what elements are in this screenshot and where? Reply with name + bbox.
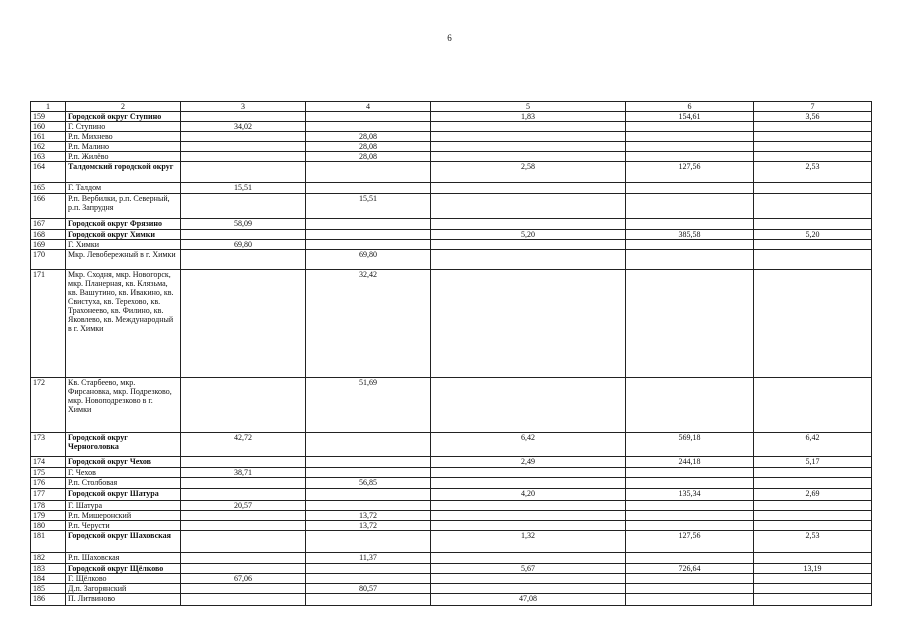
col4-value-cell: 13,72 (306, 511, 431, 521)
col7-value-cell (754, 240, 872, 250)
col3-value-cell (181, 162, 306, 183)
row-number-cell: 162 (31, 142, 66, 152)
table-row (31, 501, 872, 511)
col3-value-cell: 34,02 (181, 122, 306, 132)
col6-value-cell (626, 240, 754, 250)
table-row (31, 584, 872, 594)
row-number-cell: 179 (31, 511, 66, 521)
settlement-name-cell: Городской округ Чехов (66, 457, 181, 468)
col7-value-cell (754, 468, 872, 478)
row-number-cell: 170 (31, 250, 66, 270)
col7-value-cell: 2,53 (754, 531, 872, 553)
col7-value-cell: 3,56 (754, 112, 872, 122)
table-row (31, 531, 872, 553)
col4-value-cell: 80,57 (306, 584, 431, 594)
table-row (31, 152, 872, 162)
col4-value-cell (306, 457, 431, 468)
col5-value-cell (431, 574, 626, 584)
col4-value-cell: 11,37 (306, 553, 431, 564)
col3-value-cell: 38,71 (181, 468, 306, 478)
settlement-name-cell: Городской округ Черноголовка (66, 433, 181, 457)
col7-value-cell (754, 132, 872, 142)
row-number-cell: 177 (31, 489, 66, 501)
col7-value-cell (754, 219, 872, 230)
col7-value-cell (754, 194, 872, 219)
col6-value-cell: 244,18 (626, 457, 754, 468)
col4-value-cell (306, 468, 431, 478)
col3-value-cell: 67,06 (181, 574, 306, 584)
settlement-name-cell: Р.п. Черусти (66, 521, 181, 531)
col4-value-cell: 28,08 (306, 152, 431, 162)
row-number-cell: 186 (31, 594, 66, 606)
col7-value-cell (754, 270, 872, 378)
col4-value-cell (306, 112, 431, 122)
col3-value-cell (181, 378, 306, 433)
col7-value-cell (754, 152, 872, 162)
col3-value-cell (181, 478, 306, 489)
col6-value-cell: 135,34 (626, 489, 754, 501)
col5-value-cell: 1,83 (431, 112, 626, 122)
col6-value-cell: 385,58 (626, 230, 754, 240)
col4-value-cell (306, 230, 431, 240)
col4-value-cell (306, 501, 431, 511)
col5-value-cell (431, 250, 626, 270)
col5-value-cell (431, 501, 626, 511)
col5-value-cell (431, 521, 626, 531)
settlement-name-cell: Мкр. Сходня, мкр. Новогорск, мкр. Планерная, кв. Клязьма, кв. Вашутино, кв. Ивакино, кв. Свистуха, кв. Терехово, кв. Трахонеево, кв. Филино, кв. Яковлево, кв. Международный в г. Химки (66, 270, 181, 378)
col7-value-cell (754, 553, 872, 564)
table-row (31, 553, 872, 564)
column-header: 2 (66, 102, 181, 112)
col5-value-cell (431, 511, 626, 521)
col3-value-cell (181, 553, 306, 564)
table-row (31, 378, 872, 433)
column-header: 1 (31, 102, 66, 112)
col4-value-cell (306, 564, 431, 574)
col5-value-cell: 5,67 (431, 564, 626, 574)
col7-value-cell (754, 521, 872, 531)
page-number: 6 (447, 33, 452, 43)
table-row (31, 521, 872, 531)
settlement-name-cell: Мкр. Левобережный в г. Химки (66, 250, 181, 270)
col4-value-cell: 51,69 (306, 378, 431, 433)
col7-value-cell (754, 574, 872, 584)
row-number-cell: 174 (31, 457, 66, 468)
col6-value-cell (626, 132, 754, 142)
col6-value-cell (626, 511, 754, 521)
col5-value-cell: 4,20 (431, 489, 626, 501)
settlement-name-cell: Городской округ Ступино (66, 112, 181, 122)
table-row (31, 489, 872, 501)
col6-value-cell (626, 521, 754, 531)
row-number-cell: 183 (31, 564, 66, 574)
col5-value-cell: 5,20 (431, 230, 626, 240)
col3-value-cell (181, 132, 306, 142)
col3-value-cell (181, 521, 306, 531)
col3-value-cell: 69,80 (181, 240, 306, 250)
table-row (31, 478, 872, 489)
col3-value-cell: 20,57 (181, 501, 306, 511)
settlement-name-cell: Д.п. Загорянский (66, 584, 181, 594)
col5-value-cell (431, 219, 626, 230)
column-header: 7 (754, 102, 872, 112)
col4-value-cell (306, 122, 431, 132)
settlement-name-cell: Городской округ Фрязино (66, 219, 181, 230)
col6-value-cell (626, 122, 754, 132)
col5-value-cell (431, 194, 626, 219)
row-number-cell: 160 (31, 122, 66, 132)
row-number-cell: 167 (31, 219, 66, 230)
col3-value-cell (181, 152, 306, 162)
col5-value-cell (431, 553, 626, 564)
col5-value-cell: 1,32 (431, 531, 626, 553)
settlement-name-cell: Р.п. Шаховская (66, 553, 181, 564)
column-header: 5 (431, 102, 626, 112)
row-number-cell: 185 (31, 584, 66, 594)
row-number-cell: 176 (31, 478, 66, 489)
col4-value-cell (306, 183, 431, 194)
row-number-cell: 161 (31, 132, 66, 142)
table-row (31, 112, 872, 122)
row-number-cell: 159 (31, 112, 66, 122)
col4-value-cell: 32,42 (306, 270, 431, 378)
row-number-cell: 171 (31, 270, 66, 378)
col7-value-cell (754, 183, 872, 194)
col6-value-cell (626, 250, 754, 270)
row-number-cell: 178 (31, 501, 66, 511)
col7-value-cell: 5,17 (754, 457, 872, 468)
settlement-name-cell: Р.п. Вербилки, р.п. Северный, р.п. Запрудня (66, 194, 181, 219)
table-row (31, 564, 872, 574)
col5-value-cell (431, 183, 626, 194)
col3-value-cell: 15,51 (181, 183, 306, 194)
table-row (31, 270, 872, 378)
table-row (31, 142, 872, 152)
col5-value-cell (431, 468, 626, 478)
data-table (30, 101, 872, 606)
col6-value-cell: 726,64 (626, 564, 754, 574)
col7-value-cell (754, 594, 872, 606)
col6-value-cell: 569,18 (626, 433, 754, 457)
settlement-name-cell: Городской округ Щёлково (66, 564, 181, 574)
col6-value-cell: 154,61 (626, 112, 754, 122)
row-number-cell: 172 (31, 378, 66, 433)
table-row (31, 433, 872, 457)
col6-value-cell: 127,56 (626, 531, 754, 553)
table-row (31, 183, 872, 194)
col7-value-cell (754, 501, 872, 511)
row-number-cell: 184 (31, 574, 66, 584)
settlement-name-cell: Талдомский городской округ (66, 162, 181, 183)
settlement-name-cell: Р.п. Михнево (66, 132, 181, 142)
column-header: 6 (626, 102, 754, 112)
col6-value-cell (626, 219, 754, 230)
settlement-name-cell: Г. Щёлково (66, 574, 181, 584)
col6-value-cell: 127,56 (626, 162, 754, 183)
col3-value-cell (181, 112, 306, 122)
col6-value-cell (626, 152, 754, 162)
col4-value-cell (306, 162, 431, 183)
col5-value-cell: 2,49 (431, 457, 626, 468)
col4-value-cell: 28,08 (306, 142, 431, 152)
row-number-cell: 182 (31, 553, 66, 564)
col4-value-cell: 15,51 (306, 194, 431, 219)
settlement-name-cell: Городской округ Химки (66, 230, 181, 240)
table-row (31, 594, 872, 606)
table-row (31, 468, 872, 478)
col4-value-cell (306, 240, 431, 250)
table-row (31, 194, 872, 219)
col5-value-cell: 47,08 (431, 594, 626, 606)
col4-value-cell: 13,72 (306, 521, 431, 531)
table-row (31, 574, 872, 584)
settlement-name-cell: Р.п. Мишеронский (66, 511, 181, 521)
settlement-name-cell: Р.п. Жилёво (66, 152, 181, 162)
row-number-cell: 164 (31, 162, 66, 183)
col6-value-cell (626, 478, 754, 489)
row-number-cell: 173 (31, 433, 66, 457)
settlement-name-cell: Городской округ Шаховская (66, 531, 181, 553)
col6-value-cell (626, 183, 754, 194)
col5-value-cell (431, 142, 626, 152)
col4-value-cell: 56,85 (306, 478, 431, 489)
col6-value-cell (626, 553, 754, 564)
col6-value-cell (626, 194, 754, 219)
col3-value-cell (181, 564, 306, 574)
col5-value-cell (431, 240, 626, 250)
col5-value-cell (431, 152, 626, 162)
col5-value-cell: 2,58 (431, 162, 626, 183)
table-row (31, 457, 872, 468)
col7-value-cell: 13,19 (754, 564, 872, 574)
col6-value-cell (626, 584, 754, 594)
table-row (31, 240, 872, 250)
col3-value-cell (181, 142, 306, 152)
settlement-name-cell: Городской округ Шатура (66, 489, 181, 501)
col4-value-cell (306, 219, 431, 230)
col3-value-cell (181, 511, 306, 521)
col3-value-cell (181, 489, 306, 501)
col7-value-cell (754, 142, 872, 152)
col6-value-cell (626, 378, 754, 433)
col3-value-cell: 58,09 (181, 219, 306, 230)
settlement-name-cell: Р.п. Столбовая (66, 478, 181, 489)
table-row (31, 511, 872, 521)
col4-value-cell: 69,80 (306, 250, 431, 270)
col3-value-cell (181, 270, 306, 378)
row-number-cell: 175 (31, 468, 66, 478)
settlement-name-cell: Р.п. Малино (66, 142, 181, 152)
col3-value-cell (181, 250, 306, 270)
col3-value-cell (181, 457, 306, 468)
col3-value-cell: 42,72 (181, 433, 306, 457)
col7-value-cell (754, 378, 872, 433)
col3-value-cell (181, 584, 306, 594)
col4-value-cell (306, 574, 431, 584)
row-number-cell: 165 (31, 183, 66, 194)
table-row (31, 132, 872, 142)
col7-value-cell (754, 478, 872, 489)
col5-value-cell (431, 132, 626, 142)
table-row (31, 219, 872, 230)
row-number-cell: 181 (31, 531, 66, 553)
row-number-cell: 168 (31, 230, 66, 240)
col7-value-cell: 2,69 (754, 489, 872, 501)
row-number-cell: 169 (31, 240, 66, 250)
col4-value-cell (306, 433, 431, 457)
col5-value-cell (431, 122, 626, 132)
table-row (31, 230, 872, 240)
col7-value-cell (754, 584, 872, 594)
table-row (31, 162, 872, 183)
table-header-row (31, 102, 872, 112)
settlement-name-cell: Г. Химки (66, 240, 181, 250)
table-row (31, 122, 872, 132)
col6-value-cell (626, 142, 754, 152)
settlement-name-cell: Г. Шатура (66, 501, 181, 511)
col7-value-cell (754, 122, 872, 132)
col4-value-cell (306, 531, 431, 553)
table-row (31, 250, 872, 270)
row-number-cell: 163 (31, 152, 66, 162)
col5-value-cell (431, 478, 626, 489)
column-header: 4 (306, 102, 431, 112)
settlement-name-cell: П. Литвиново (66, 594, 181, 606)
col3-value-cell (181, 531, 306, 553)
col6-value-cell (626, 594, 754, 606)
col7-value-cell: 6,42 (754, 433, 872, 457)
col7-value-cell: 5,20 (754, 230, 872, 240)
col6-value-cell (626, 574, 754, 584)
col3-value-cell (181, 194, 306, 219)
row-number-cell: 180 (31, 521, 66, 531)
col5-value-cell: 6,42 (431, 433, 626, 457)
col3-value-cell (181, 594, 306, 606)
col5-value-cell (431, 584, 626, 594)
column-header: 3 (181, 102, 306, 112)
col6-value-cell (626, 468, 754, 478)
col5-value-cell (431, 378, 626, 433)
col5-value-cell (431, 270, 626, 378)
col4-value-cell (306, 489, 431, 501)
col3-value-cell (181, 230, 306, 240)
col7-value-cell (754, 250, 872, 270)
col4-value-cell (306, 594, 431, 606)
row-number-cell: 166 (31, 194, 66, 219)
settlement-name-cell: Г. Чехов (66, 468, 181, 478)
settlement-name-cell: Г. Талдом (66, 183, 181, 194)
col6-value-cell (626, 501, 754, 511)
col4-value-cell: 28,08 (306, 132, 431, 142)
col7-value-cell: 2,53 (754, 162, 872, 183)
settlement-name-cell: Г. Ступино (66, 122, 181, 132)
settlement-name-cell: Кв. Старбеево, мкр. Фирсановка, мкр. Подрезково, мкр. Новоподрезково в г. Химки (66, 378, 181, 433)
col7-value-cell (754, 511, 872, 521)
col6-value-cell (626, 270, 754, 378)
